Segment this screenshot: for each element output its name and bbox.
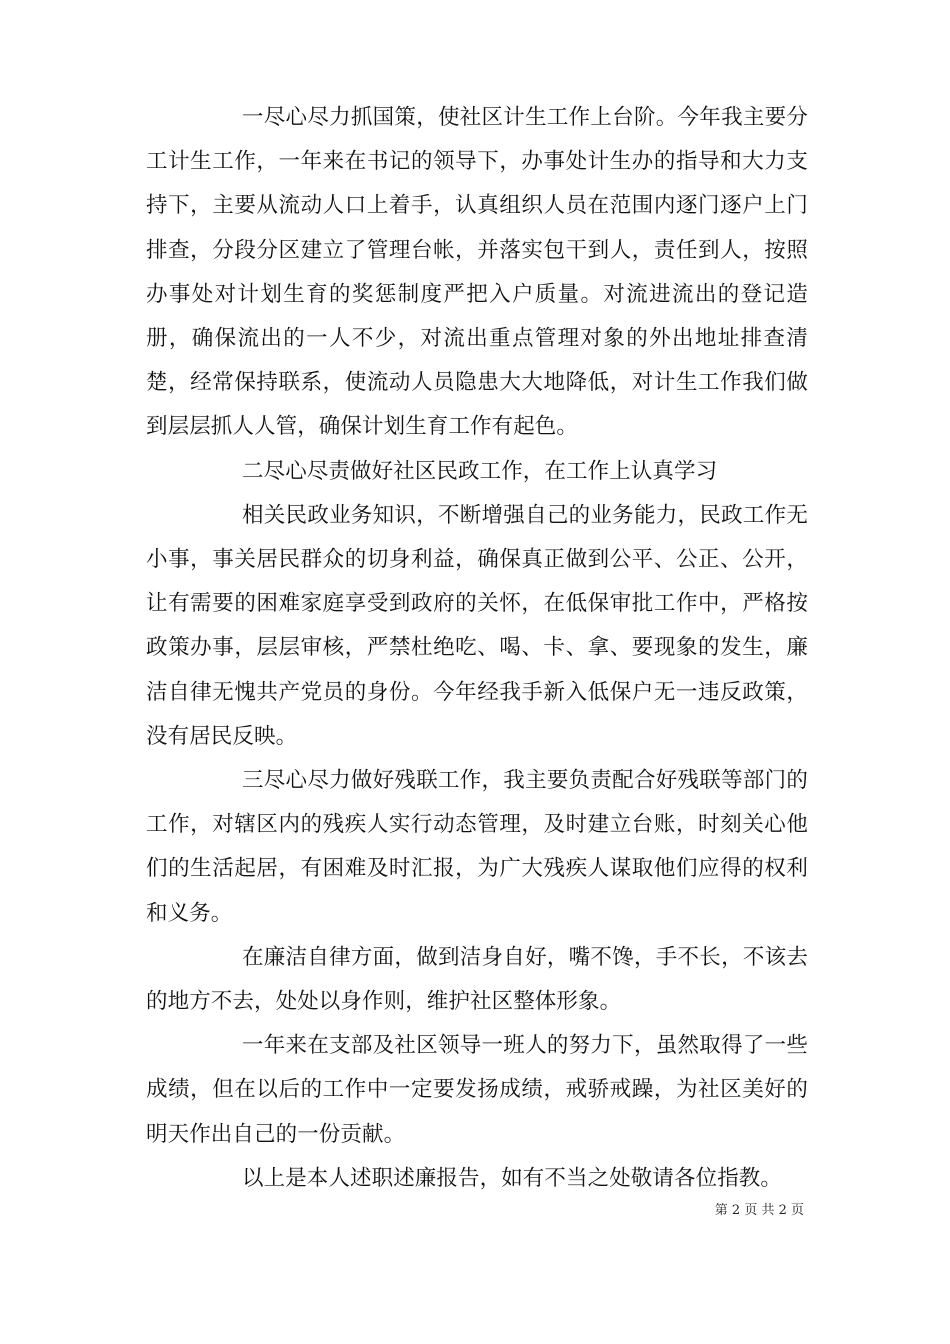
paragraph-civil-affairs: 相关民政业务知识，不断增强自己的业务能力，民政工作无小事，事关居民群众的切身利益，确保真正做到公平、公正、公开，让有需要的困难家庭享受到政府的关怀，在低保审批工作中，严格按政策办事，层层审核，严禁杜绝吃、喝、卡、拿、要现象的发生，廉洁自律无愧共产党员的身份。今年经我手新入低保户无一违反政策，没有居民反映。 xyxy=(146,502,808,749)
paragraph-disability-federation: 三尽心尽力做好残联工作，我主要负责配合好残联等部门的工作，对辖区内的残疾人实行动态管理，及时建立台账，时刻关心他们的生活起居，有困难及时汇报，为广大残疾人谋取他们应得的权利和义务。 xyxy=(146,768,808,926)
document-body xyxy=(146,96,808,1201)
page-number-footer: 第 2 页 共 2 页 xyxy=(714,1203,804,1218)
paragraph-summary: 一年来在支部及社区领导一班人的努力下，虽然取得了一些成绩，但在以后的工作中一定要发扬成绩，戒骄戒躁，为社区美好的明天作出自己的一份贡献。 xyxy=(146,1033,808,1147)
paragraph-civil-affairs-heading: 二尽心尽责做好社区民政工作，在工作上认真学习 xyxy=(242,458,718,484)
paragraph-family-planning: 一尽心尽力抓国策，使社区计生工作上台阶。今年我主要分工计生工作，一年来在书记的领导下，办事处计生办的指导和大力支持下，主要从流动人口上着手，认真组织人员在范围内逐门逐户上门排查，分段分区建立了管理台帐，并落实包干到人，责任到人，按照办事处对计划生育的奖惩制度严把入户质量。对流进流出的登记造册，确保流出的一人不少，对流出重点管理对象的外出地址排查清楚，经常保持联系，使流动人员隐患大大地降低，对计生工作我们做到层层抓人人管，确保计划生育工作有起色。 xyxy=(146,105,808,440)
paragraph-integrity: 在廉洁自律方面，做到洁身自好，嘴不馋，手不长，不该去的地方不去，处处以身作则，维护社区整体形象。 xyxy=(146,944,808,1015)
paragraph-closing: 以上是本人述职述廉报告，如有不当之处敬请各位指教。 xyxy=(242,1165,783,1191)
